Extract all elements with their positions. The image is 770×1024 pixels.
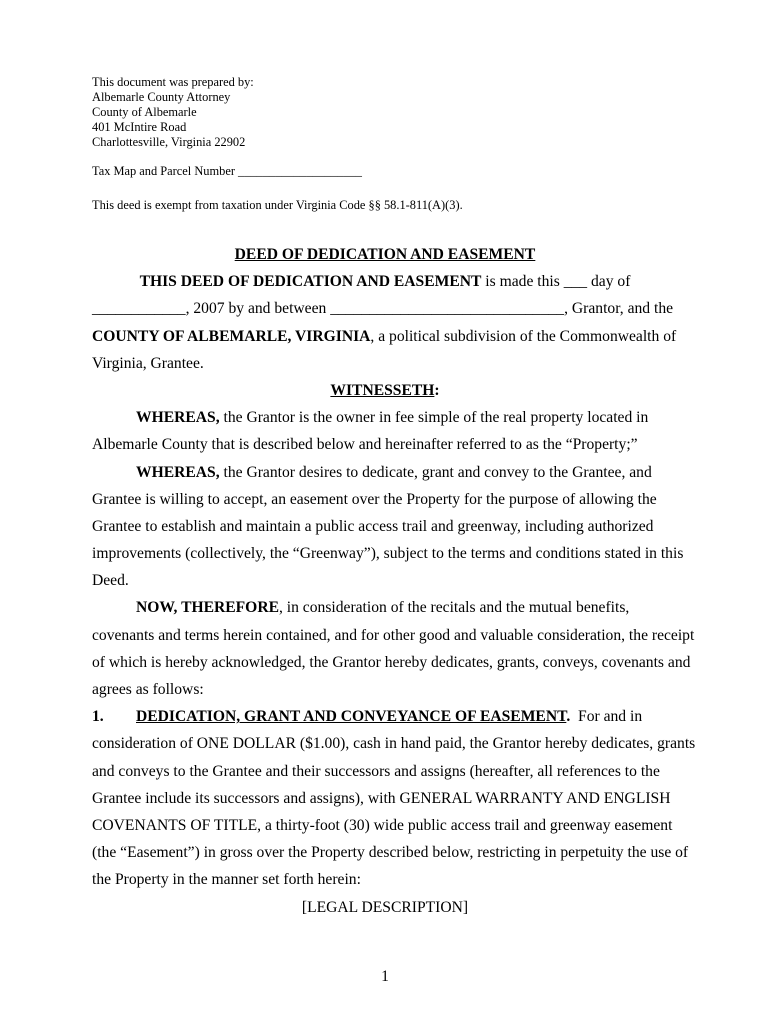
section-1-line: Grantee include its successors and assigns), with GENERAL WARRANTY AND ENGLISH	[92, 789, 671, 807]
witnesseth-text: WITNESSETH	[330, 381, 435, 399]
intro-text: , a political subdivision of the Commonwealth of	[370, 327, 677, 345]
section-heading: DEDICATION, GRANT AND CONVEYANCE OF EASEMENT	[136, 708, 567, 726]
colon: :	[434, 381, 440, 399]
page-number: 1	[381, 968, 389, 985]
prepared-by-line: This document was prepared by:	[92, 75, 254, 89]
period: .	[566, 708, 571, 726]
legal-description-placeholder: [LEGAL DESCRIPTION]	[301, 898, 469, 916]
text: the Grantor is the owner in fee simple of the real property located in	[219, 409, 649, 427]
deed-body	[92, 241, 696, 921]
section-1-line: and conveys to the Grantee and their successors and assigns (hereafter, all references to the	[92, 762, 660, 780]
now-therefore-line: of which is hereby acknowledged, the Grantor hereby dedicates, grants, conveys, covenants and	[92, 653, 691, 671]
whereas2-line: Grantee to establish and maintain a public access trail and greenway, including authorized	[92, 517, 654, 535]
text: the Grantor desires to dedicate, grant and convey to the Grantee, and	[219, 463, 652, 481]
text: , in consideration of the recitals and the mutual benefits,	[278, 599, 630, 617]
document-title	[92, 241, 678, 268]
whereas2-line: improvements (collectively, the “Greenway”), subject to the terms and conditions stated in this	[92, 545, 684, 563]
section-1-line: consideration of ONE DOLLAR ($1.00), cash in hand paid, the Grantor hereby dedicates, grants	[92, 735, 696, 753]
now-therefore-line: agrees as follows:	[92, 681, 204, 698]
section-1-line: the Property in the manner set forth herein:	[92, 871, 361, 889]
whereas-bold: WHEREAS,	[136, 463, 220, 481]
preparer-street: 401 McIntire Road	[92, 120, 187, 134]
intro-text: is made this ___ day of	[481, 273, 631, 291]
section-number: 1.	[92, 708, 104, 726]
intro-line-1	[92, 268, 678, 295]
section-1-line: (the “Easement”) in gross over the Property described below, restricting in perpetuity the use of	[92, 844, 689, 862]
grantee-name: COUNTY OF ALBEMARLE, VIRGINIA	[92, 327, 371, 345]
now-therefore-line: covenants and terms herein contained, and for other good and valuable consideration, the receipt	[92, 626, 695, 644]
whereas2-line: Deed.	[92, 572, 129, 590]
whereas1-line: Albemarle County that is described below and hereinafter referred to as the “Property;”	[92, 436, 638, 454]
now-therefore-bold: NOW, THEREFORE	[136, 599, 279, 617]
whereas2-line	[92, 459, 692, 486]
preparer-name: Albemarle County Attorney	[92, 90, 231, 104]
preparer-city: Charlottesville, Virginia 22902	[92, 135, 246, 149]
witnesseth-heading	[92, 377, 678, 404]
preparer-org: County of Albemarle	[92, 105, 197, 119]
tax-map-field: Tax Map and Parcel Number ____________________	[92, 164, 362, 178]
whereas2-line: Grantee is willing to accept, an easement over the Property for the purpose of allowing the	[92, 490, 657, 508]
title-text: DEED OF DEDICATION AND EASEMENT	[234, 246, 536, 263]
text: For and in	[570, 708, 643, 726]
intro-bold: THIS DEED OF DEDICATION AND EASEMENT	[139, 273, 482, 291]
now-therefore-line	[92, 594, 692, 621]
intro-line-3	[92, 323, 692, 350]
intro-line-4: Virginia, Grantee.	[92, 354, 204, 372]
intro-line-2: ____________, 2007 by and between ______________________________, Grantor, and the	[92, 300, 674, 318]
whereas-bold: WHEREAS,	[136, 409, 220, 427]
tax-exempt-note: This deed is exempt from taxation under Virginia Code §§ 58.1-811(A)(3).	[92, 198, 463, 212]
section-1-line: COVENANTS OF TITLE, a thirty-foot (30) wide public access trail and greenway easement	[92, 816, 673, 834]
preparer-block	[92, 75, 463, 213]
whereas1-line	[92, 404, 692, 431]
section-1-heading-line	[92, 703, 692, 730]
